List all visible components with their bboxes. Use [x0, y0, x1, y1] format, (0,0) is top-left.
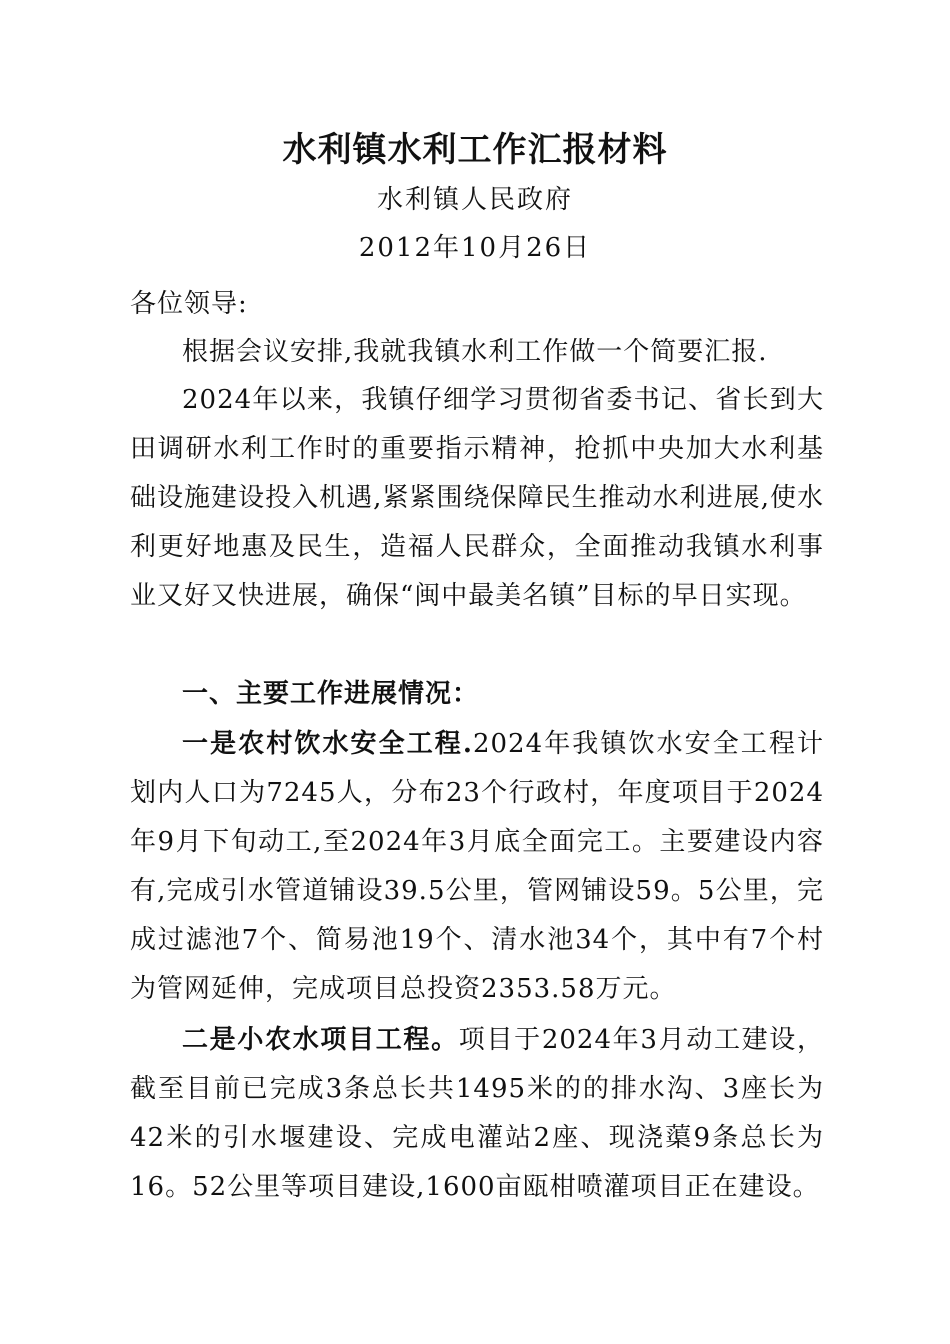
item2-body: 项目于2024年3月动工建设，截至目前已完成3条总长共1495米的的排水沟、3座长为42米的引水堰建设、完成电灌站2座、现浇蕖9条总长为16。52公里等项目建设,1600亩瓯柑喷灌项目正在建设。: [130, 1025, 824, 1202]
issuing-organization: 水利镇人民政府: [376, 185, 573, 215]
greeting-text: 各位领导:: [130, 289, 248, 319]
intro-text: 根据会议安排,我就我镇水利工作做一个简要汇报.: [182, 337, 768, 367]
intro-paragraph: [130, 328, 824, 377]
document-title: 水利镇水利工作汇报材料: [282, 130, 668, 170]
overview-paragraph: [130, 376, 824, 621]
item1-body: 2024年我镇饮水安全工程计划内人口为7245人，分布23个行政村，年度项目于2024年9月下旬动工,至2024年3月底全面完工。主要建设内容有,完成引水管道铺设39.5公里，管网铺设59。5公里，完成过滤池7个、简易池19个、清水池34个，其中有7个村为管网延伸，完成项目总投资2353.58万元。: [130, 729, 824, 1004]
item2-text-block: [130, 1016, 824, 1212]
section1-heading-text: 一、主要工作进展情况：: [182, 679, 480, 709]
item1-text-block: [130, 720, 824, 1014]
document-date: 2012年10月26日: [358, 233, 592, 263]
greeting: [130, 280, 824, 329]
overview-text: 2024年以来，我镇仔细学习贯彻省委书记、省长到大田调研水利工作时的重要指示精神，抢抓中央加大水利基础设施建设投入机遇,紧紧围绕保障民生推动水利进展,使水利更好地惠及民生，造福人民群众，全面推动我镇水利事业又好又快进展，确保“闽中最美名镇”目标的早日实现。: [130, 385, 824, 611]
item1-paragraph: [130, 720, 824, 1014]
section-heading: [130, 670, 824, 719]
item2-paragraph: [130, 1016, 824, 1212]
item2-label: 二是小农水项目工程。: [182, 1025, 459, 1055]
item1-label: 一是农村饮水安全工程.: [182, 729, 473, 759]
